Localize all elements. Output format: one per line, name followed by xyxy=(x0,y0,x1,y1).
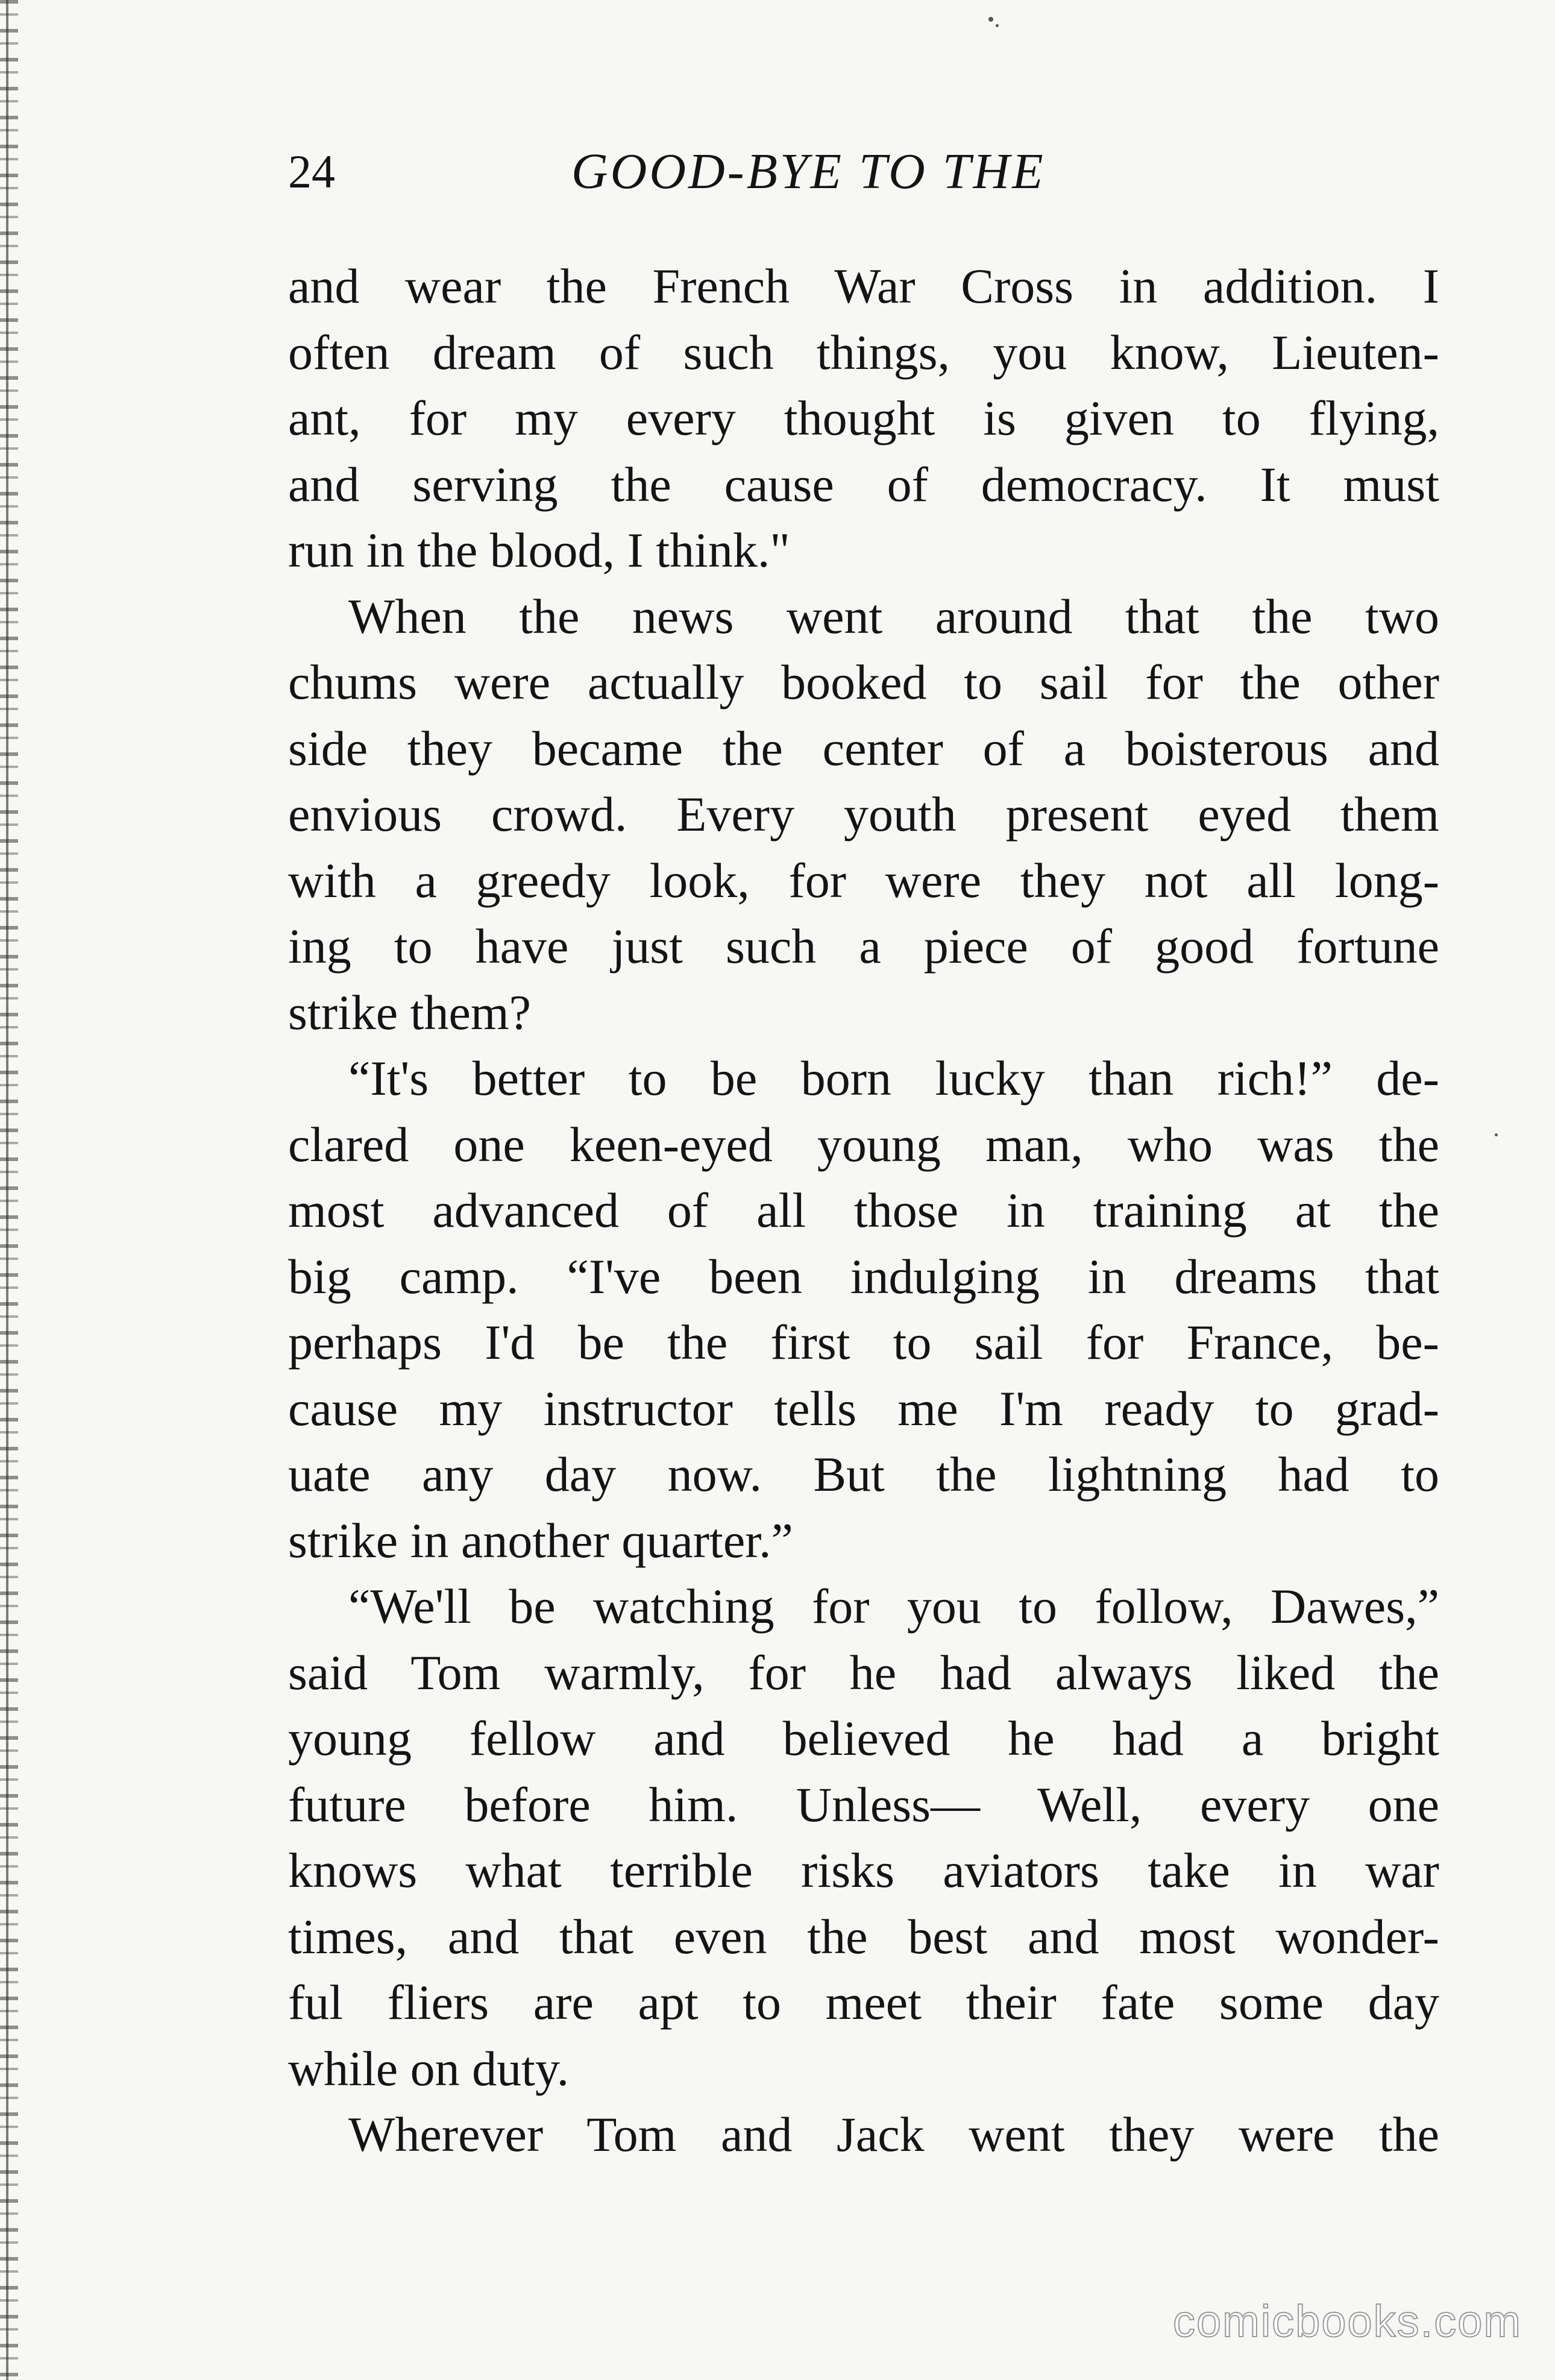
text-line: cause my instructor tells me I'm ready to grad- xyxy=(288,1380,1439,1436)
text-line: ing to have just such a piece of good fortune xyxy=(288,919,1439,974)
text-line: times, and that even the best and most wonder- xyxy=(288,1909,1439,1964)
text-line: and serving the cause of democracy. It must xyxy=(288,456,1439,512)
text-line: clared one keen-eyed young man, who was the xyxy=(288,1116,1439,1172)
text-line: ful fliers are apt to meet their fate some day xyxy=(288,1975,1439,2030)
text-line: strike them? xyxy=(288,984,532,1040)
text-line: When the news went around that the two xyxy=(348,588,1439,644)
text-line: strike in another quarter.” xyxy=(288,1513,793,1568)
running-title: GOOD-BYE TO THE xyxy=(571,143,1046,200)
text-line: young fellow and believed he had a bright xyxy=(288,1711,1439,1766)
text-line: often dream of such things, you know, Lieuten- xyxy=(288,324,1439,380)
text-line: uate any day now. But the lightning had to xyxy=(288,1447,1439,1502)
text-line: and wear the French War Cross in addition. I xyxy=(288,259,1439,313)
page-number: 24 xyxy=(288,145,335,198)
text-line: with a greedy look, for were they not all long- xyxy=(288,852,1439,908)
text-line: while on duty. xyxy=(288,2041,570,2096)
text-line: envious crowd. Every youth present eyed them xyxy=(288,787,1439,842)
text-line: perhaps I'd be the first to sail for France, be- xyxy=(288,1315,1439,1370)
text-line: “It's better to be born lucky than rich!” de- xyxy=(348,1051,1439,1106)
scan-gutter xyxy=(0,0,18,2380)
text-line: run in the blood, I think." xyxy=(288,523,790,578)
text-line: most advanced of all those in training at the xyxy=(288,1183,1439,1238)
text-line: Wherever Tom and Jack went they were the xyxy=(348,2107,1439,2162)
text-line: said Tom warmly, for he had always liked the xyxy=(288,1645,1439,1700)
running-head xyxy=(288,139,1439,205)
scan-speck xyxy=(996,24,999,27)
watermark: comicbooks.com xyxy=(1172,2296,1522,2346)
text-line: side they became the center of a boisterous and xyxy=(288,720,1439,776)
text-line: future before him. Unless— Well, every one xyxy=(288,1777,1439,1832)
text-line: big camp. “I've been indulging in dreams that xyxy=(288,1248,1439,1304)
text-line: chums were actually booked to sail for the other xyxy=(288,655,1439,710)
text-line: ant, for my every thought is given to flying, xyxy=(288,391,1439,445)
text-line: “We'll be watching for you to follow, Dawes,” xyxy=(348,1579,1439,1634)
text-line: knows what terrible risks aviators take in war xyxy=(288,1843,1439,1898)
scan-speck xyxy=(1495,1133,1498,1136)
body-text xyxy=(288,253,1439,2168)
scan-gutter-edge xyxy=(6,0,8,2380)
scan-speck xyxy=(988,17,993,22)
